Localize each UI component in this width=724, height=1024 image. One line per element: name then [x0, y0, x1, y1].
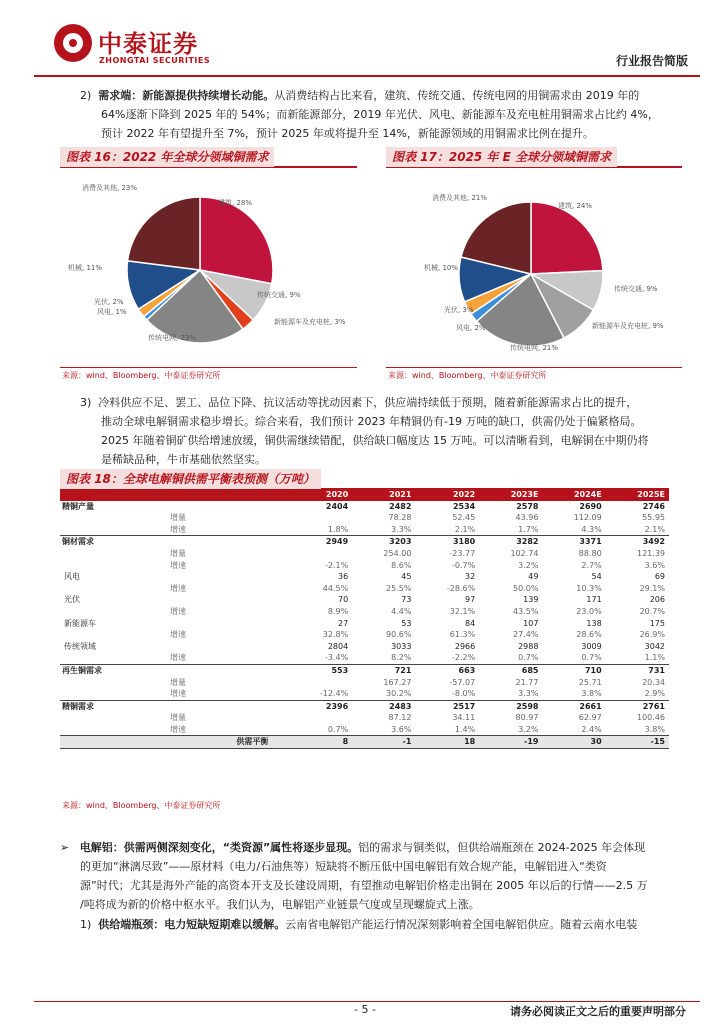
table-cell: 0.7%: [327, 724, 349, 734]
table-row-label: 铜材需求: [60, 536, 288, 548]
table-cell: 62.97: [578, 713, 602, 723]
table-cell: 3492: [606, 536, 669, 548]
table-cell: 25.5%: [386, 583, 412, 593]
pie-label: 机械, 11%: [68, 264, 103, 272]
table-cell: 2534: [452, 501, 476, 511]
table-cell: 171: [586, 595, 602, 605]
paragraph-supply-gap: [80, 393, 700, 469]
figure-16-pie-chart: [60, 170, 357, 362]
table-cell: 100.46: [637, 713, 665, 723]
table-cell: 52.45: [452, 513, 476, 523]
table-cell: -23.77: [449, 548, 476, 558]
table-cell: 2482: [389, 501, 412, 511]
pie-label: 光伏, 3%: [444, 306, 474, 314]
table-row-label: 传统领域: [64, 641, 96, 651]
table-row: [60, 652, 669, 664]
table-row-label: 增量: [170, 513, 186, 523]
table-cell: -15: [606, 736, 669, 749]
table-cell: 43.5%: [513, 606, 539, 616]
table-row: [60, 501, 669, 513]
figure-17-source: 来源：wind、Bloomberg、中泰证券研究所: [388, 371, 547, 380]
table-cell: 2.1%: [454, 524, 476, 534]
item-number: 1): [80, 918, 92, 931]
table-row-label: 增量: [170, 548, 186, 558]
figure-18-header: [60, 468, 669, 490]
table-cell: 27.4%: [513, 630, 539, 640]
table-cell: 2746: [642, 501, 665, 511]
table-cell: 2598: [479, 700, 542, 712]
figure-16-header: [60, 146, 357, 168]
figure-18-source: 来源：wind、Bloomberg、中泰证券研究所: [62, 801, 221, 810]
table-cell: 32.8%: [322, 630, 349, 640]
table-cell: 710: [542, 664, 605, 676]
disclaimer-note: 请务必阅读正文之后的重要声明部分: [510, 1005, 686, 1018]
table-cell: 32.1%: [449, 606, 476, 616]
table-row: [60, 548, 669, 560]
table-row: [60, 524, 669, 536]
table-cell: 8.6%: [391, 560, 412, 570]
table-cell: 90.6%: [386, 630, 412, 640]
table-row-label: 增速: [170, 524, 186, 534]
table-cell: [288, 548, 352, 560]
company-logo-icon: [54, 24, 92, 62]
table-cell: 10.3%: [576, 583, 602, 593]
table-cell: 0.7%: [518, 653, 539, 663]
figure-16-source-rule: [60, 367, 357, 368]
table-row-label: 增量: [170, 677, 186, 687]
table-cell: 3.2%: [518, 560, 539, 570]
table-cell: 731: [606, 664, 669, 676]
table-cell: 3.2%: [518, 724, 539, 734]
figure-16-source: 来源：wind、Bloomberg、中泰证券研究所: [62, 371, 221, 380]
table-row: [60, 536, 669, 548]
table-cell: 8.9%: [327, 606, 349, 616]
pie-slice-消费及其他: [128, 197, 200, 270]
pie-label: 机械, 10%: [424, 264, 459, 272]
table-cell: 2690: [579, 501, 602, 511]
figure-17-source-rule: [386, 367, 682, 368]
table-cell: 44.5%: [322, 583, 349, 593]
table-cell: 2661: [542, 700, 605, 712]
table-cell: 20.34: [642, 677, 665, 687]
table-cell: 4.3%: [581, 524, 602, 534]
table-header-year: 2024E: [542, 489, 605, 501]
table-row: [60, 677, 669, 689]
table-cell: 8.2%: [391, 653, 412, 663]
figure-16-title: 图表 16：2022 年全球分领域铜需求: [60, 147, 274, 167]
table-cell: 3009: [581, 641, 602, 651]
table-cell: 1.7%: [518, 524, 539, 534]
table-cell: 3.8%: [581, 689, 602, 699]
paragraph-text: 推动全球电解铜需求稳步增长。综合来看，我们预计 2023 年精铜仍有-19 万吨的缺口，供需仍处于偏紧格局。: [101, 415, 642, 428]
table-cell: [288, 712, 352, 724]
table-cell: 3.6%: [644, 560, 665, 570]
table-row-label: 光伏: [64, 595, 80, 605]
table-cell: 139: [523, 595, 539, 605]
table-cell: 3.8%: [644, 724, 665, 734]
table-cell: 25.71: [578, 677, 602, 687]
table-cell: 8: [288, 736, 352, 749]
table-row-label: 增速: [170, 653, 186, 663]
table-cell: 721: [352, 664, 415, 676]
table-row: [60, 571, 669, 583]
paragraph-text: 源”时代；尤其是海外产能的高资本开支及长建设周期，有望推动电解铝价格走出铜在 2005 年以后的行情——2.5 万: [80, 879, 648, 892]
table-cell: 2.1%: [644, 524, 665, 534]
table-row-label: 新能源车: [64, 618, 96, 628]
pie-label: 建筑, 28%: [218, 199, 253, 207]
table-row-label: 增速: [170, 606, 186, 616]
header-divider: [34, 75, 700, 77]
table-cell: 1.4%: [454, 724, 476, 734]
copy-balance-table: [60, 489, 669, 749]
table-cell: 2761: [606, 700, 669, 712]
table-cell: 4.4%: [391, 606, 412, 616]
figure-17-pie-chart: [386, 170, 682, 362]
table-header-year: 2025E: [606, 489, 669, 501]
table-cell: 102.74: [510, 548, 539, 558]
report-type: 行业报告简版: [615, 54, 688, 68]
table-cell: -2.2%: [452, 653, 476, 663]
table-cell: 685: [479, 664, 542, 676]
pie-label: 风电, 2%: [456, 324, 486, 332]
table-cell: 34.11: [452, 713, 476, 723]
table-cell: 3180: [415, 536, 479, 548]
table-row: [60, 618, 669, 630]
table-cell: [288, 677, 352, 689]
paragraph-text: 的更加“淋漓尽致”——原材料（电力/石油焦等）短缺将不断压低中国电解铝有效合规产能，电解铝进入“类资: [80, 860, 607, 873]
paragraph-heading: 电解铝：供需两侧深刻变化，“类资源”属性将逐步显现。: [79, 841, 359, 854]
table-row: [60, 724, 669, 736]
table-row: [60, 583, 669, 595]
table-cell: -57.07: [449, 677, 476, 687]
table-cell: 2517: [415, 700, 479, 712]
table-cell: -2.1%: [324, 560, 349, 570]
pie-label: 消费及其他, 21%: [432, 194, 488, 202]
table-cell: 107: [523, 618, 539, 628]
table-row: [60, 512, 669, 524]
table-cell: 70: [338, 595, 349, 605]
table-cell: 175: [649, 618, 665, 628]
paragraph-demand: [80, 86, 700, 143]
table-cell: 2949: [288, 536, 352, 548]
table-row: [60, 594, 669, 606]
table-row: [60, 688, 669, 700]
footer-divider: [34, 1001, 700, 1002]
pie-label: 传统电网, 23%: [148, 334, 197, 342]
table-cell: 30.2%: [386, 689, 412, 699]
table-cell: -19: [479, 736, 542, 749]
table-row-label: 增速: [170, 724, 186, 734]
pie-label: 消费及其他, 23%: [82, 184, 138, 192]
table-row: [60, 736, 669, 749]
table-header-year: 2020: [288, 489, 352, 501]
figure-17-title: 图表 17：2025 年 E 全球分领域铜需求: [386, 147, 617, 167]
figure-17-header: [386, 146, 682, 168]
table-row-label: 增速: [170, 583, 186, 593]
table-row: [60, 560, 669, 572]
item-number: 2): [80, 89, 92, 102]
item-number: 3): [80, 396, 92, 409]
pie-label: 光伏, 2%: [94, 298, 124, 306]
table-header-row: [60, 489, 669, 501]
paragraph-text: 64%逐渐下降到 2025 年的 54%；而新能源部分，2019 年光伏、风电、新能源车及充电桩用铜需求占比约 4%，: [101, 108, 659, 121]
table-cell: 49: [528, 572, 539, 582]
table-row: [60, 700, 669, 712]
table-cell: 78.28: [388, 513, 412, 523]
paragraph-text: 是稀缺品种，牛市基础依然坚实。: [101, 453, 266, 466]
table-cell: 84: [465, 618, 476, 628]
table-cell: 2988: [518, 641, 539, 651]
table-cell: 69: [654, 572, 665, 582]
table-cell: 167.27: [383, 677, 412, 687]
table-cell: 97: [465, 595, 476, 605]
table-cell: -12.4%: [319, 689, 349, 699]
table-cell: 0.7%: [581, 653, 602, 663]
table-cell: 21.77: [515, 677, 539, 687]
table-cell: 3.6%: [391, 724, 412, 734]
paragraph-text: /吨将成为新的价格中枢水平。我们认为，电解铝产业链景气度或呈现螺旋式上涨。: [80, 898, 480, 911]
table-header-year: 2021: [352, 489, 415, 501]
table-cell: 32: [465, 572, 476, 582]
table-cell: 1.1%: [644, 653, 665, 663]
table-header-year: 2023E: [479, 489, 542, 501]
table-cell: 663: [415, 664, 479, 676]
table-cell: 45: [401, 572, 412, 582]
table-cell: 3282: [479, 536, 542, 548]
table-cell: 553: [288, 664, 352, 676]
table-cell: 80.97: [515, 713, 539, 723]
table-cell: 54: [591, 572, 602, 582]
pie-label: 传统交通, 9%: [257, 291, 301, 299]
table-cell: 3033: [391, 641, 412, 651]
pie-label: 新能源车及充电桩, 3%: [274, 318, 346, 326]
pie-label: 建筑, 24%: [558, 202, 593, 210]
table-row-label: 供需平衡: [60, 736, 288, 749]
paragraph-text: 2025 年随着铜矿供给增速放缓，铜供需继续错配，供给缺口幅度达 15 万吨。可以清晰看到，电解铜在中期仍将: [101, 434, 649, 447]
table-cell: 2.7%: [581, 560, 602, 570]
table-cell: 206: [649, 595, 665, 605]
bullet-arrow-icon: ➢: [60, 841, 70, 854]
paragraph-aluminium: [60, 838, 700, 914]
table-row-label: 增速: [170, 689, 186, 699]
table-cell: 2804: [327, 641, 349, 651]
pie-slice-建筑: [200, 197, 273, 284]
table-row-label: 精铜产量: [62, 501, 94, 511]
paragraph-supply-bottleneck: [80, 915, 720, 934]
table-row-label: 精铜需求: [60, 700, 288, 712]
table-cell: 26.9%: [639, 630, 665, 640]
table-cell: 3.3%: [391, 524, 412, 534]
table-cell: 3371: [542, 536, 605, 548]
pie-label: 传统电网, 21%: [510, 344, 559, 352]
table-cell: 30: [542, 736, 605, 749]
table-cell: 2396: [288, 700, 352, 712]
table-row: [60, 664, 669, 676]
table-row: [60, 641, 669, 653]
paragraph-heading: 供给端瓶颈：电力短缺短期难以缓解。: [98, 918, 286, 931]
table-cell: 28.6%: [576, 630, 602, 640]
paragraph-text: 云南省电解铝产能运行情况深刻影响着全国电解铝供应。随着云南水电装: [285, 918, 638, 931]
table-cell: 112.09: [573, 513, 602, 523]
table-cell: 87.12: [388, 713, 412, 723]
table-row-label: 增速: [170, 560, 186, 570]
table-cell: 61.3%: [449, 630, 476, 640]
table-cell: 2404: [325, 501, 349, 511]
table-cell: 3203: [352, 536, 415, 548]
paragraph-heading: 需求端：新能源提供持续增长动能。: [98, 89, 275, 102]
table-cell: 2483: [352, 700, 415, 712]
table-header-cell: [60, 489, 288, 501]
paragraph-text: 从消费结构占比来看，建筑、传统交通、传统电网的用铜需求由 2019 年的: [274, 89, 640, 102]
table-cell: 36: [338, 572, 349, 582]
table-cell: 88.80: [578, 548, 602, 558]
table-cell: [288, 512, 352, 524]
table-cell: 55.95: [642, 513, 665, 523]
table-cell: 2.9%: [644, 689, 665, 699]
table-cell: -28.6%: [446, 583, 476, 593]
table-cell: 138: [586, 618, 602, 628]
table-cell: 2966: [454, 641, 476, 651]
table-cell: 43.96: [515, 513, 539, 523]
table-row-label: 增量: [170, 713, 186, 723]
table-cell: -3.4%: [324, 653, 349, 663]
table-cell: 2578: [516, 501, 539, 511]
paragraph-text: 铝的需求与铜类似，但供给端瓶颈在 2024-2025 年会体现: [358, 841, 646, 854]
pie-label: 新能源车及充电桩, 9%: [592, 322, 664, 330]
table-row: [60, 606, 669, 618]
page-number: - 5 -: [354, 1003, 376, 1016]
table-cell: 53: [401, 618, 412, 628]
table-cell: 3042: [644, 641, 665, 651]
table-row: [60, 712, 669, 724]
table-cell: 23.0%: [576, 606, 602, 616]
paragraph-text: 预计 2022 年有望提升至 7%，预计 2025 年或将提升至 14%，新能源领域的用铜需求比例在提升。: [101, 127, 594, 140]
table-cell: 254.00: [383, 548, 412, 558]
table-row-label: 风电: [64, 572, 80, 582]
table-cell: 121.39: [637, 548, 665, 558]
table-row-label: 增速: [170, 630, 186, 640]
table-cell: 3.3%: [518, 689, 539, 699]
brand-name-cn: 中泰证券: [98, 30, 198, 58]
table-cell: 18: [415, 736, 479, 749]
table-cell: -0.7%: [452, 560, 476, 570]
table-cell: 20.7%: [639, 606, 665, 616]
table-cell: 27: [338, 618, 349, 628]
table-cell: -1: [352, 736, 415, 749]
table-cell: 1.8%: [327, 524, 349, 534]
paragraph-text: 冷料供应不足、罢工、品位下降、抗议活动等扰动因素下，供应端持续低于预期，随着新能源需求占比的提升，: [98, 396, 638, 409]
table-cell: -8.0%: [452, 689, 476, 699]
table-header-year: 2022: [415, 489, 479, 501]
pie-label: 传统交通, 9%: [614, 285, 658, 293]
pie-slice-建筑: [531, 202, 603, 274]
pie-label: 风电, 1%: [97, 308, 127, 316]
table-row-label: 再生铜需求: [60, 664, 288, 676]
figure-18-title: 图表 18：全球电解铜供需平衡表预测（万吨）: [60, 469, 321, 489]
table-cell: 29.1%: [639, 583, 665, 593]
table-row: [60, 629, 669, 641]
brand-name-en: ZHONGTAI SECURITIES: [99, 56, 211, 65]
table-cell: 50.0%: [513, 583, 539, 593]
table-cell: 73: [401, 595, 412, 605]
table-cell: 2.4%: [581, 724, 602, 734]
